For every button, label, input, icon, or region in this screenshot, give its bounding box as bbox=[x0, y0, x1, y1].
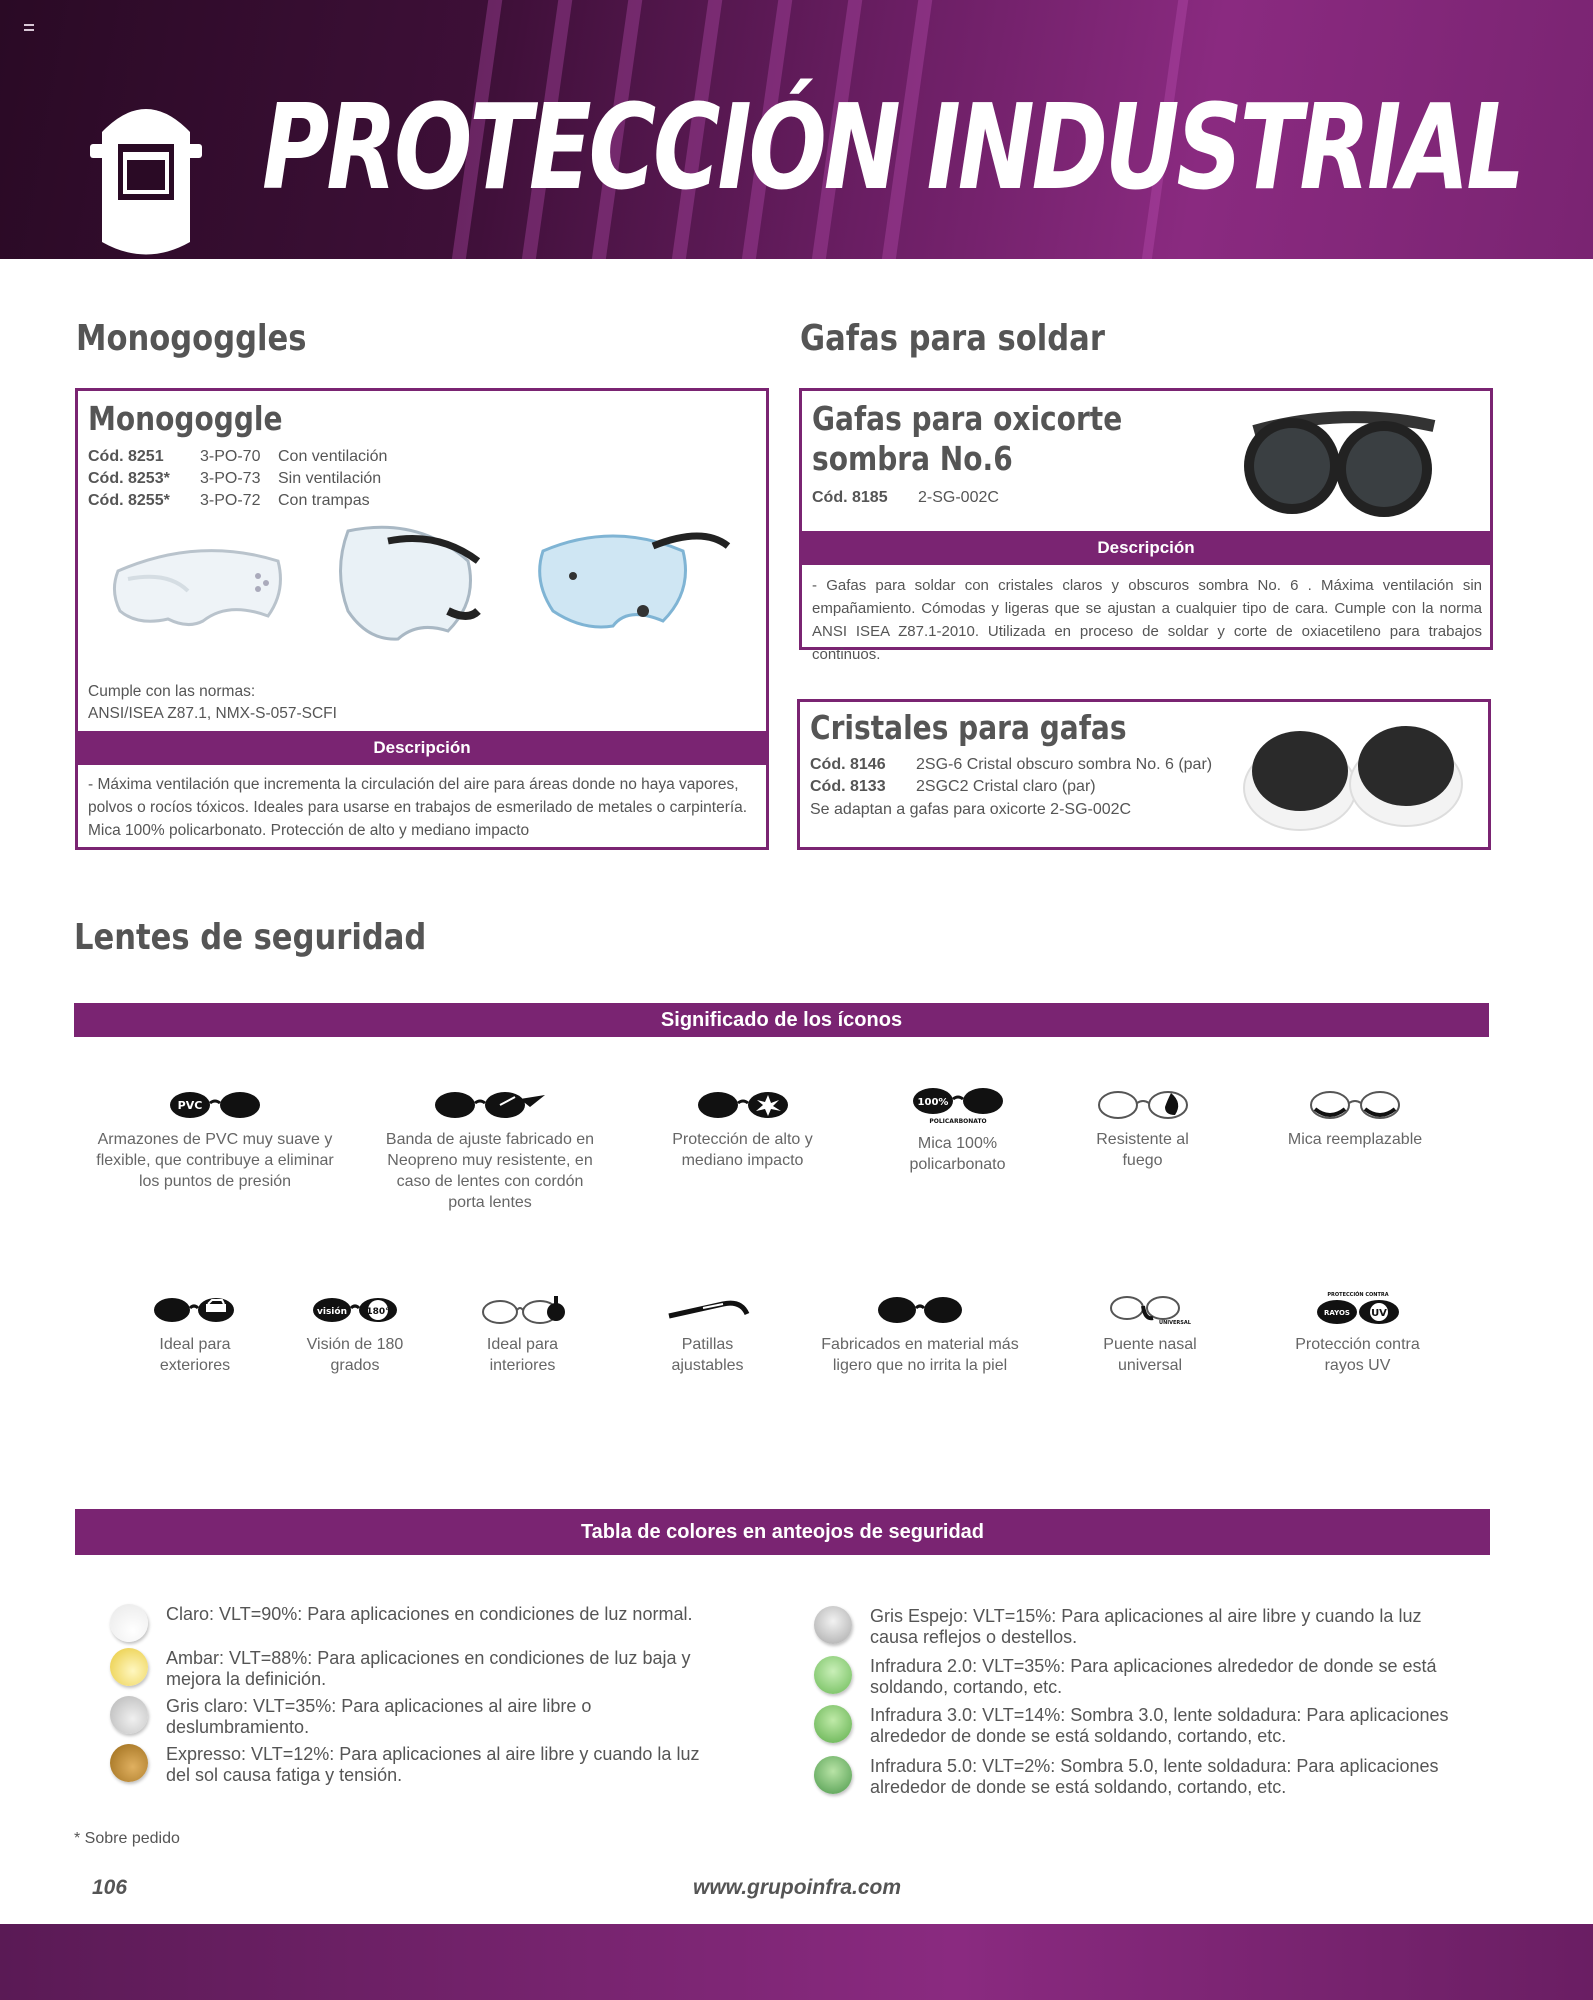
replaceable-lens-icon bbox=[1305, 1085, 1405, 1121]
monogoggle-norms-label: Cumple con las normas: bbox=[88, 683, 256, 700]
oxicorte-card bbox=[799, 388, 1493, 663]
code-row: Cód. 8185 2-SG-002C bbox=[812, 489, 999, 506]
monogoggle-norms: ANSI/ISEA Z87.1, NMX-S-057-SCFI bbox=[88, 705, 337, 722]
cristales-card bbox=[797, 699, 1491, 850]
oxicorte-desc-bar: Descripción bbox=[802, 531, 1490, 565]
cristales-note: Se adaptan a gafas para oxicorte 2-SG-002C bbox=[810, 801, 1132, 818]
polycarbonate-glasses-icon bbox=[908, 1085, 1008, 1125]
icon-item-pvc: PVC Armazones de PVC muy suave y flexible, que contribuye a eliminar los puntos de presión bbox=[95, 1085, 335, 1192]
colors-table-bar: Tabla de colores en anteojos de seguridad bbox=[75, 1509, 1490, 1555]
vision-180-icon bbox=[310, 1290, 400, 1326]
code-row: Cód. 8146 2SG-6 Cristal obscuro sombra No. 6 (par) bbox=[810, 756, 1213, 773]
svg-text:RAYOS: RAYOS bbox=[1323, 1309, 1350, 1317]
footer-note: * Sobre pedido bbox=[74, 1830, 180, 1847]
welding-helmet-icon bbox=[90, 92, 202, 259]
icon-item-lightweight: Fabricados en material más ligero que no irrita la piel bbox=[820, 1290, 1020, 1376]
cristales-title: Cristales para gafas bbox=[810, 708, 1127, 747]
section-title-gafas-soldar: Gafas para soldar bbox=[800, 318, 1105, 359]
monogoggle-title: Monogoggle bbox=[88, 399, 283, 438]
outdoor-glasses-icon bbox=[150, 1290, 240, 1326]
cristales-lenses-image bbox=[1238, 716, 1468, 836]
color-row-gris-espejo: Gris Espejo: VLT=15%: Para aplicaciones al aire libre y cuando la luz causa reflejos o destellos. bbox=[814, 1606, 1474, 1648]
footer-bar bbox=[0, 1924, 1593, 2000]
svg-text:PROTECCIÓN CONTRA: PROTECCIÓN CONTRA bbox=[1326, 1292, 1389, 1298]
fire-resistant-icon bbox=[1093, 1085, 1193, 1121]
code-row: Cód. 8253* 3-PO-73 Sin ventilación bbox=[88, 470, 382, 487]
color-swatch bbox=[110, 1744, 148, 1782]
oxicorte-title-line2: sombra No.6 bbox=[812, 439, 1013, 478]
color-swatch bbox=[110, 1696, 148, 1734]
icon-item-indoor: Ideal para interiores bbox=[460, 1290, 585, 1376]
svg-text:180°: 180° bbox=[366, 1307, 390, 1317]
color-swatch bbox=[814, 1606, 852, 1644]
icons-meaning-bar: Significado de los íconos bbox=[74, 1003, 1489, 1037]
icon-item-uv: PROTECCIÓN CONTRA RAYOS UV Protección contra rayos UV bbox=[1295, 1292, 1420, 1374]
section-title-lentes: Lentes de seguridad bbox=[74, 917, 427, 958]
icon-item-vision: visión 180° Visión de 180 grados bbox=[290, 1290, 420, 1376]
neoprene-band-icon bbox=[430, 1085, 550, 1121]
pvc-glasses-icon bbox=[165, 1085, 265, 1121]
color-row-claro: Claro: VLT=90%: Para aplicaciones en condiciones de luz normal. bbox=[110, 1604, 710, 1642]
svg-text:PVC: PVC bbox=[177, 1099, 203, 1112]
code-row: Cód. 8133 2SGC2 Cristal claro (par) bbox=[810, 778, 1096, 795]
header-banner bbox=[0, 0, 1593, 259]
universal-nose-icon bbox=[1105, 1290, 1195, 1326]
adjustable-temple-icon bbox=[663, 1290, 753, 1326]
color-swatch bbox=[814, 1656, 852, 1694]
section-title-monogoggles: Monogoggles bbox=[76, 318, 307, 359]
monogoggle-description: - Máxima ventilación que incrementa la circulación del aire para áreas donde no haya vapores, polvos o rocíos tóxicos. Ideales para usarse en trabajos de esmerilado de metales o carpintería. Mica 100% policarbonato. Protección de alto y mediano impacto bbox=[88, 776, 748, 839]
impact-glasses-icon bbox=[693, 1085, 793, 1121]
color-swatch bbox=[110, 1604, 148, 1642]
monogoggle-unvented-image bbox=[328, 511, 498, 651]
oxicorte-description: - Gafas para soldar con cristales claros y obscuros sombra No. 6 . Máxima ventilación sin empañamiento. Cómodas y ligeras que se ajustan a cualquier tipo de cara. Cumple con la norma ANSI ISEA Z87.1-2010. Utilizada en proceso de soldar y corte de oxiacetileno para trabajos continuos. bbox=[812, 577, 1482, 663]
code-row: Cód. 8251 3-PO-70 Con ventilación bbox=[88, 448, 388, 465]
color-swatch bbox=[814, 1756, 852, 1794]
monogoggle-trap-image bbox=[533, 521, 733, 641]
lightweight-glasses-icon bbox=[875, 1290, 965, 1326]
uv-protection-icon bbox=[1313, 1290, 1403, 1326]
svg-text:UNIVERSAL: UNIVERSAL bbox=[1159, 1320, 1191, 1326]
icon-item-polycarbonate: 100% POLICARBONATO Mica 100% policarbonato bbox=[880, 1085, 1035, 1175]
icon-item-nose: UNIVERSAL Puente nasal universal bbox=[1085, 1290, 1215, 1376]
icon-item-temples: Patillas ajustables bbox=[645, 1290, 770, 1376]
icon-item-impact: Protección de alto y mediano impacto bbox=[660, 1085, 825, 1171]
footer-url[interactable]: www.grupoinfra.com bbox=[693, 1876, 902, 1899]
color-swatch bbox=[814, 1705, 852, 1743]
icon-item-fire: Resistente al fuego bbox=[1075, 1085, 1210, 1171]
icon-item-outdoor: Ideal para exteriores bbox=[130, 1290, 260, 1376]
svg-text:100%: 100% bbox=[917, 1097, 948, 1108]
icon-item-neoprene: Banda de ajuste fabricado en Neopreno muy resistente, en caso de lentes con cordón porta lentes bbox=[380, 1085, 600, 1213]
color-row-infradura-3: Infradura 3.0: VLT=14%: Sombra 3.0, lente soldadura: Para aplicaciones alrededor de donde se está soldando, cortando, etc. bbox=[814, 1705, 1474, 1747]
svg-text:UV: UV bbox=[1370, 1308, 1387, 1319]
page-number: 106 bbox=[92, 1876, 128, 1899]
monogoggle-vented-image bbox=[108, 531, 288, 641]
page-title: PROTECCIÓN INDUSTRIAL bbox=[262, 78, 1522, 216]
code-row: Cód. 8255* 3-PO-72 Con trampas bbox=[88, 492, 370, 509]
svg-text:POLICARBONATO: POLICARBONATO bbox=[928, 1118, 987, 1125]
oxicorte-title-line1: Gafas para oxicorte bbox=[812, 399, 1123, 438]
svg-text:visión: visión bbox=[317, 1307, 347, 1317]
color-row-expresso: Expresso: VLT=12%: Para aplicaciones al aire libre y cuando la luz del sol causa fatiga y tensión. bbox=[110, 1744, 710, 1786]
icon-item-replaceable: Mica reemplazable bbox=[1265, 1085, 1445, 1150]
monogoggle-desc-bar: Descripción bbox=[78, 731, 766, 765]
menu-icon[interactable] bbox=[24, 24, 34, 31]
color-row-infradura-5: Infradura 5.0: VLT=2%: Sombra 5.0, lente soldadura: Para aplicaciones alrededor de donde se está soldando, cortando, etc. bbox=[814, 1756, 1474, 1798]
monogoggle-card bbox=[75, 388, 769, 850]
indoor-glasses-icon bbox=[478, 1290, 568, 1326]
oxicorte-goggles-image bbox=[1234, 401, 1454, 521]
color-swatch bbox=[110, 1648, 148, 1686]
color-row-ambar: Ambar: VLT=88%: Para aplicaciones en condiciones de luz baja y mejora la definición. bbox=[110, 1648, 710, 1690]
color-row-infradura-2: Infradura 2.0: VLT=35%: Para aplicaciones alrededor de donde se está soldando, cortando, etc. bbox=[814, 1656, 1474, 1698]
color-row-gris-claro: Gris claro: VLT=35%: Para aplicaciones al aire libre o deslumbramiento. bbox=[110, 1696, 710, 1738]
